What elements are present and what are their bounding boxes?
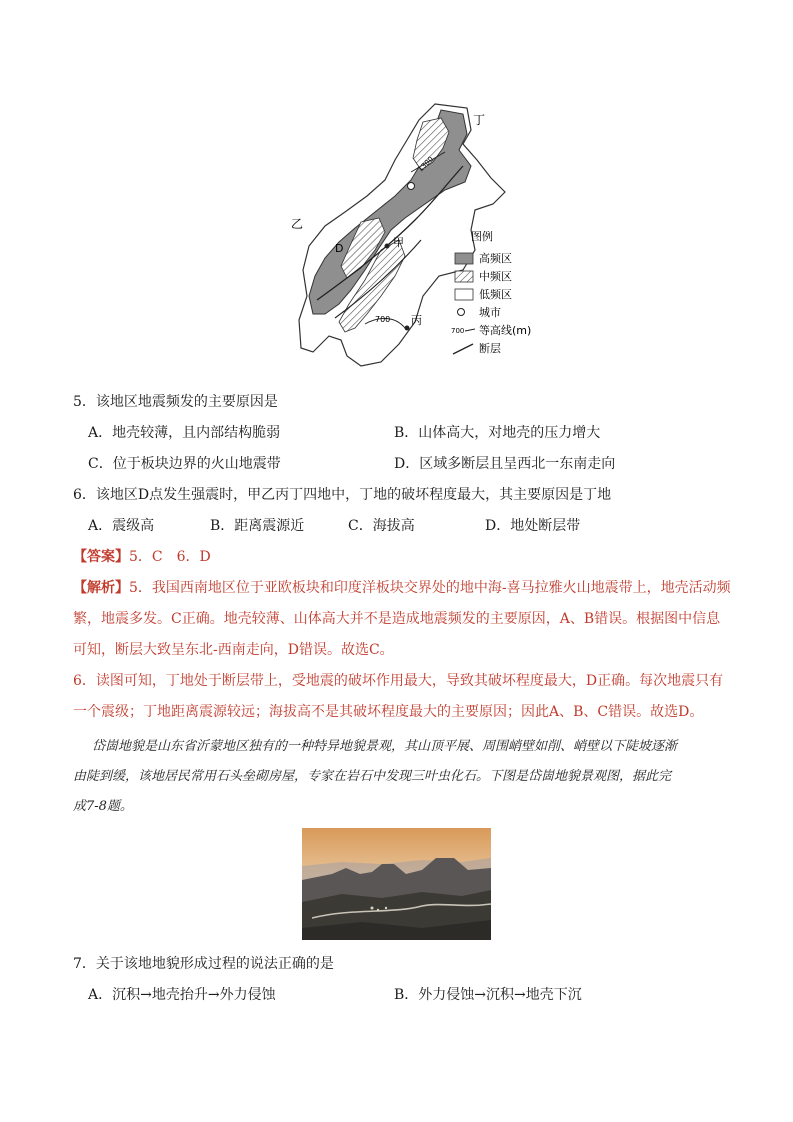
q5-option-a: A．地壳较薄，且内部结构脆弱: [88, 425, 281, 441]
q5-option-c: C．位于板块边界的火山地震带: [88, 456, 281, 472]
analysis-line-2: 繁，地震多发。C正确。地壳较薄、山体高大并不是造成地震频发的主要原因，A、B错误。根据图中信息: [73, 611, 721, 627]
analysis-line-5: 一个震级；丁地距离震源较远；海拔高不是其破坏程度最大的主要原因；因此A、B、C错误。故选D。: [73, 704, 704, 720]
q6-stem: 6．该地区D点发生强震时，甲乙丙丁四地中，丁地的破坏程度最大，其主要原因是丁地: [73, 487, 612, 503]
daigu-landform-photo: [302, 828, 491, 940]
label-bing: 丙: [411, 314, 422, 327]
q6-option-a: A．震级高: [88, 518, 155, 534]
legend-contour-value: 700: [451, 327, 465, 335]
legend-title: 图例: [471, 230, 493, 243]
legend-item-low: 低频区: [479, 288, 512, 301]
q5-stem: 5．该地区地震频发的主要原因是: [73, 394, 278, 410]
label-contour-700: 700: [375, 315, 391, 324]
legend-item-high: 高频区: [479, 252, 512, 265]
q7-option-b: B．外力侵蚀→沉积→地壳下沉: [394, 987, 582, 1003]
legend-item-contour: 等高线(m): [479, 324, 532, 337]
label-contour-1300: 1300: [416, 155, 436, 174]
q5-option-b: B．山体高大，对地壳的压力增大: [394, 425, 601, 441]
label-jia: 甲: [393, 236, 404, 249]
q6-option-c: C．海拔高: [348, 518, 415, 534]
analysis-text-1: 5．我国西南地区位于亚欧板块和印度洋板块交界处的地中海-喜马拉雅火山地震带上，地壳活动频: [129, 580, 731, 596]
answer-line: [73, 547, 211, 567]
answer-label: 【答案】: [73, 549, 129, 565]
analysis-line-4: 6．读图可知，丁地处于断层带上，受地震的破坏作用最大，导致其破坏程度最大，D正确。每次地震只有: [73, 673, 724, 689]
legend-item-fault: 断层: [479, 342, 501, 355]
seismic-zone-map: [291, 100, 545, 382]
city-jia-marker: [385, 244, 390, 249]
analysis-line-1: [73, 578, 731, 598]
label-ding: 丁: [473, 113, 486, 127]
legend-item-city: 城市: [479, 306, 501, 319]
legend-item-medium: 中频区: [479, 270, 512, 283]
passage-line-2: 由陡到缓，该地居民常用石头垒砌房屋，专家在岩石中发现三叶虫化石。下图是岱崮地貌景观图，据此完: [73, 769, 672, 784]
label-d-point: D: [335, 242, 344, 255]
q5-option-d: D．区域多断层且呈西北一东南走向: [394, 456, 616, 472]
analysis-label: 【解析】: [73, 580, 129, 596]
answer-text: 5．C 6．D: [129, 549, 211, 565]
city-bing-marker: [405, 326, 410, 331]
q6-option-d: D．地处断层带: [485, 518, 581, 534]
passage-line-1: 岱崮地貌是山东省沂蒙地区独有的一种特异地貌景观，其山顶平展、周围峭壁如削、峭壁以下陡坡逐渐: [92, 739, 678, 754]
city-marker: [408, 183, 415, 190]
q7-option-a: A．沉积→地壳抬升→外力侵蚀: [88, 987, 276, 1003]
label-yi: 乙: [291, 217, 304, 231]
q7-stem: 7．关于该地地貌形成过程的说法正确的是: [73, 956, 334, 972]
q6-option-b: B．距离震源近: [210, 518, 305, 534]
analysis-line-3: 可知，断层大致呈东北-西南走向，D错误。故选C。: [73, 642, 394, 658]
passage-line-3: 成7-8题。: [73, 799, 133, 814]
